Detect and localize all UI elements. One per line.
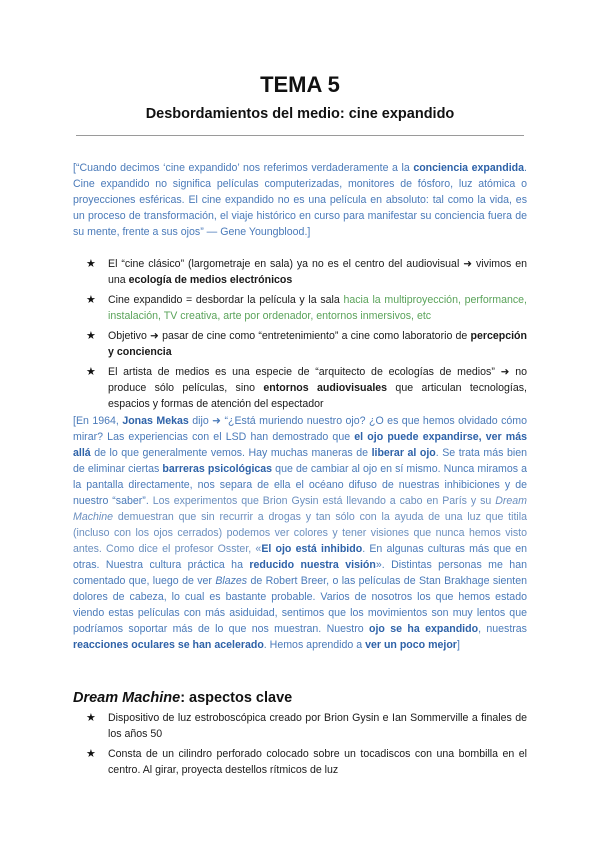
- page-subtitle: Desbordamientos del medio: cine expandido: [145, 106, 455, 122]
- key-points-list: [86, 256, 527, 416]
- list-item: ★ Consta de un cilindro perforado colocado sobre un tocadiscos con una bombilla en el centro. Al girar, proyecta destellos rítmicos de luz: [86, 748, 527, 776]
- star-icon: ★: [86, 712, 96, 724]
- section-heading: Dream Machine: aspectos clave: [73, 690, 293, 706]
- star-icon: ★: [86, 366, 96, 378]
- list-item: ★ Dispositivo de luz estroboscópica creado por Brion Gysin e Ian Sommerville a finales de los años 50: [86, 712, 527, 740]
- star-icon: ★: [86, 330, 96, 342]
- star-icon: ★: [86, 294, 96, 306]
- list-item: ★ Objetivo ➜ pasar de cine como “entretenimiento” a cine como laboratorio de percepción y conciencia: [86, 330, 527, 358]
- page-title: TEMA 5: [260, 72, 340, 97]
- star-icon: ★: [86, 748, 96, 760]
- list-item: ★ El “cine clásico” (largometraje en sala) ya no es el centro del audiovisual ➜ vivimos en una ecología de medios electrónicos: [86, 258, 527, 286]
- title-divider: [76, 135, 524, 136]
- highlight-conciencia-expandida: conciencia expandida: [413, 162, 525, 174]
- dream-machine-list: [86, 710, 527, 782]
- mekas-quote: [En 1964, Jonas Mekas dijo ➜ “¿Está muriendo nuestro ojo? ¿O es que hemos olvidado cómo mirar? Las experiencias con el LSD han demostrado que el ojo puede expandirse, ver más allá de lo que generalmente vemos. Hay muchas maneras de liberar al ojo. Se trata más bien de eliminar ciertas barreras psicológicas que de cambiar al ojo en sí mismo. Nunca miramos a la pantalla directamente, nos separa de ella el océano difuso de nuestras inhibiciones y de nuestro “saber”. Los experimentos que Brion Gysin está llevando a cabo en París y su Dream Machine demuestran que sin recurrir a drogas y tan sólo con la ayuda de una luz que titila (incluso con los ojos cerrados) podemos ver colores y tener visiones que nunca hemos visto antes. Como dice el profesor Osster, «El ojo está inhibido. En algunas culturas más que en otras. Nuestra cultura práctica ha reducido nuestra visión». Distintas personas me han comentado que, luego de ver Blazes de Robert Breer, o las películas de Stan Brakhage sienten dolores de cabeza, lo cual es bastante probable. Varios de nosotros los que hemos estado viendo estas películas con más asiduidad, sentimos que los movimientos son muy lentos que podríamos soportar más de lo que nos muestran. Nuestro ojo se ha expandido, nuestras reacciones oculares se han acelerado. Hemos aprendido a ver un poco mejor]: [73, 415, 528, 651]
- youngblood-quote: [“Cuando decimos ‘cine expandido’ nos referimos verdaderamente a la conciencia expandida. Cine expandido no significa películas computerizadas, monitores de fósforo, luz atómica o proyecciones esféricas. El cine expandido no es una película en absoluto: tal como la vida, es un proceso de transformación, el viaje histórico en curso para manifestar su conciencia fuera de su mente, frente a sus ojos” — Gene Youngblood.]: [73, 162, 527, 238]
- list-item: ★ Cine expandido = desbordar la película y la sala hacia la multiproyección, performance, instalación, TV creativa, arte por ordenador, entornos inmersivos, etc: [86, 294, 528, 322]
- star-icon: ★: [86, 258, 96, 270]
- list-item: ★ El artista de medios es una especie de “arquitecto de ecologías de medios” ➜ no produce sólo películas, sino entornos audiovisuales que articulan tecnologías, espacios y formas de atención del espectador: [86, 366, 527, 410]
